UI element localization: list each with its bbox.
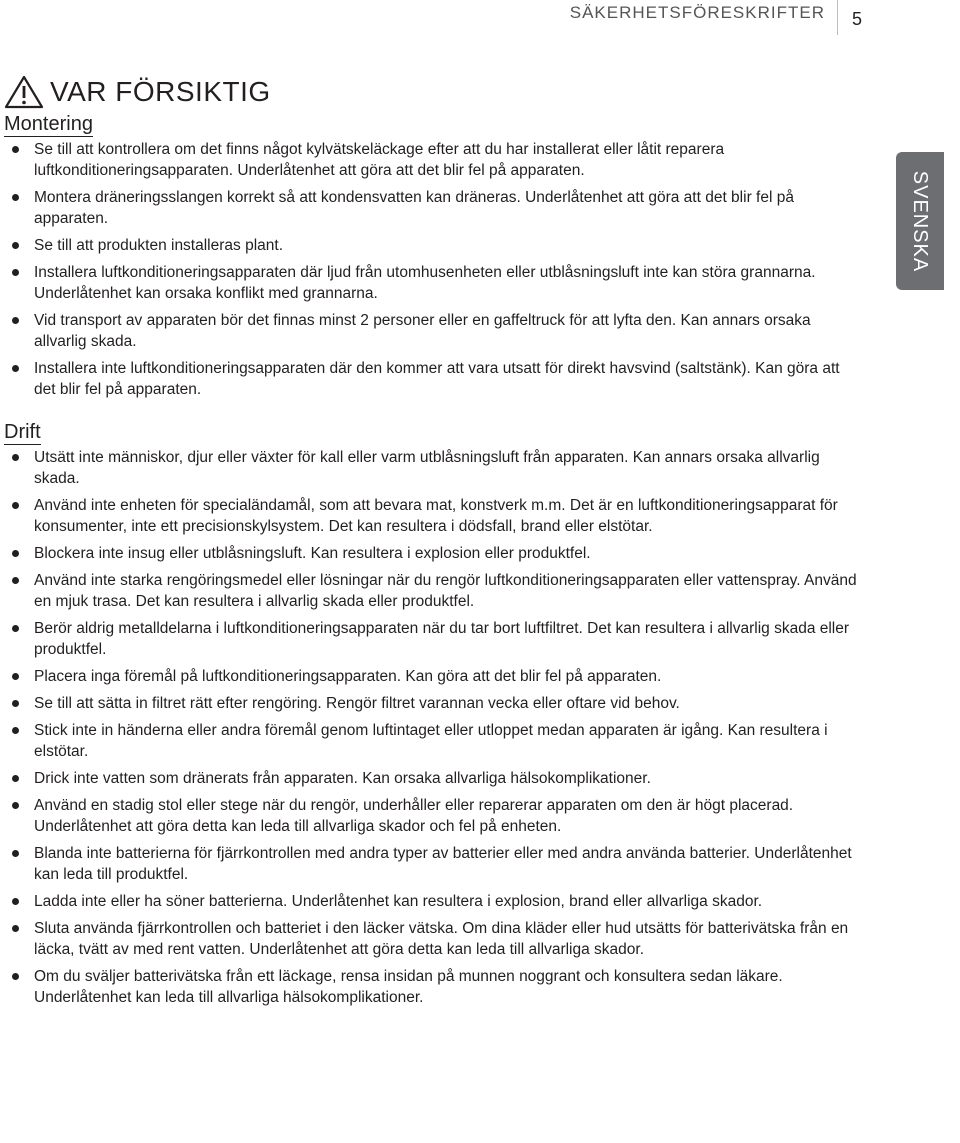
list-item: Om du sväljer batterivätska från ett läckage, rensa insidan på munnen noggrant och konsultera sedan läkare. Underlåtenhet kan leda till allvarliga hälsokomplikationer.	[4, 966, 862, 1008]
language-tab-label: SVENSKA	[909, 170, 932, 272]
list-item: Drick inte vatten som dränerats från apparaten. Kan orsaka allvarliga hälsokomplikationer.	[4, 768, 862, 789]
list-item: Blanda inte batterierna för fjärrkontrollen med andra typer av batterier eller med andra använda batterier. Underlåtenhet kan leda till produktfel.	[4, 843, 862, 885]
header-divider	[837, 0, 838, 35]
list-item: Använd en stadig stol eller stege när du rengör, underhåller eller reparerar apparaten om den är högt placerad. Underlåtenhet att göra detta kan leda till allvarliga skador och fel på enheten.	[4, 795, 862, 837]
list-item: Sluta använda fjärrkontrollen och batteriet i den läcker vätska. Om dina kläder eller hud utsätts för batterivätska från en läcka, tvätt av med rent vatten. Underlåtenhet att göra detta kan leda till allvarliga skador.	[4, 918, 862, 960]
list-item: Montera dräneringsslangen korrekt så att kondensvatten kan dräneras. Underlåtenhet att göra att det blir fel på apparaten.	[4, 187, 862, 229]
list-item: Ladda inte eller ha söner batterierna. Underlåtenhet kan resultera i explosion, brand eller allvarliga skador.	[4, 891, 862, 912]
caution-title: VAR FÖRSIKTIG	[50, 76, 271, 107]
list-item: Vid transport av apparaten bör det finnas minst 2 personer eller en gaffeltruck för att lyfta den. Kan annars orsaka allvarlig skada.	[4, 310, 862, 352]
warning-triangle-icon	[4, 75, 44, 109]
document-body	[4, 74, 858, 1014]
list-item: Stick inte in händerna eller andra föremål genom luftintaget eller utloppet medan apparaten är igång. Kan resultera i elstötar.	[4, 720, 862, 762]
list-item: Placera inga föremål på luftkonditioneringsapparaten. Kan göra att det blir fel på apparaten.	[4, 666, 862, 687]
page-number: 5	[852, 9, 863, 29]
list-item: Blockera inte insug eller utblåsningsluft. Kan resultera i explosion eller produktfel.	[4, 543, 862, 564]
running-header-title: SÄKERHETSFÖRESKRIFTER	[569, 3, 825, 22]
section-heading-montering: Montering	[4, 113, 93, 135]
caution-header	[4, 74, 858, 110]
montering-list	[4, 139, 858, 400]
list-item: Se till att sätta in filtret rätt efter rengöring. Rengör filtret varannan vecka eller oftare vid behov.	[4, 693, 862, 714]
list-item: Se till att produkten installeras plant.	[4, 235, 862, 256]
drift-list	[4, 447, 858, 1008]
section-heading-drift: Drift	[4, 421, 41, 443]
list-item: Installera inte luftkonditioneringsapparaten där den kommer att vara utsatt för direkt havsvind (saltstänk). Kan göra att det blir fel på apparaten.	[4, 358, 862, 400]
list-item: Berör aldrig metalldelarna i luftkonditioneringsapparaten när du tar bort luftfiltret. Det kan resultera i allvarlig skada eller produktfel.	[4, 618, 862, 660]
language-tab	[896, 152, 944, 290]
list-item: Använd inte starka rengöringsmedel eller lösningar när du rengör luftkonditioneringsapparaten eller vattenspray. Använd en mjuk trasa. Det kan resultera i allvarlig skada eller produktfel.	[4, 570, 862, 612]
list-item: Använd inte enheten för specialändamål, som att bevara mat, konstverk m.m. Det är en luftkonditioneringsapparat för konsumenter, inte ett precisionskylsystem. Det kan resultera i dödsfall, brand eller elstötar.	[4, 495, 862, 537]
list-item: Installera luftkonditioneringsapparaten där ljud från utomhusenheten eller utblåsningsluft inte kan störa grannarna. Underlåtenhet kan orsaka konflikt med grannarna.	[4, 262, 862, 304]
list-item: Utsätt inte människor, djur eller växter för kall eller varm utblåsningsluft från apparaten. Kan annars orsaka allvarlig skada.	[4, 447, 862, 489]
list-item: Se till att kontrollera om det finns något kylvätskeläckage efter att du har installerat eller låtit reparera luftkonditioneringsapparaten. Underlåtenhet att göra att det blir fel på apparaten.	[4, 139, 862, 181]
